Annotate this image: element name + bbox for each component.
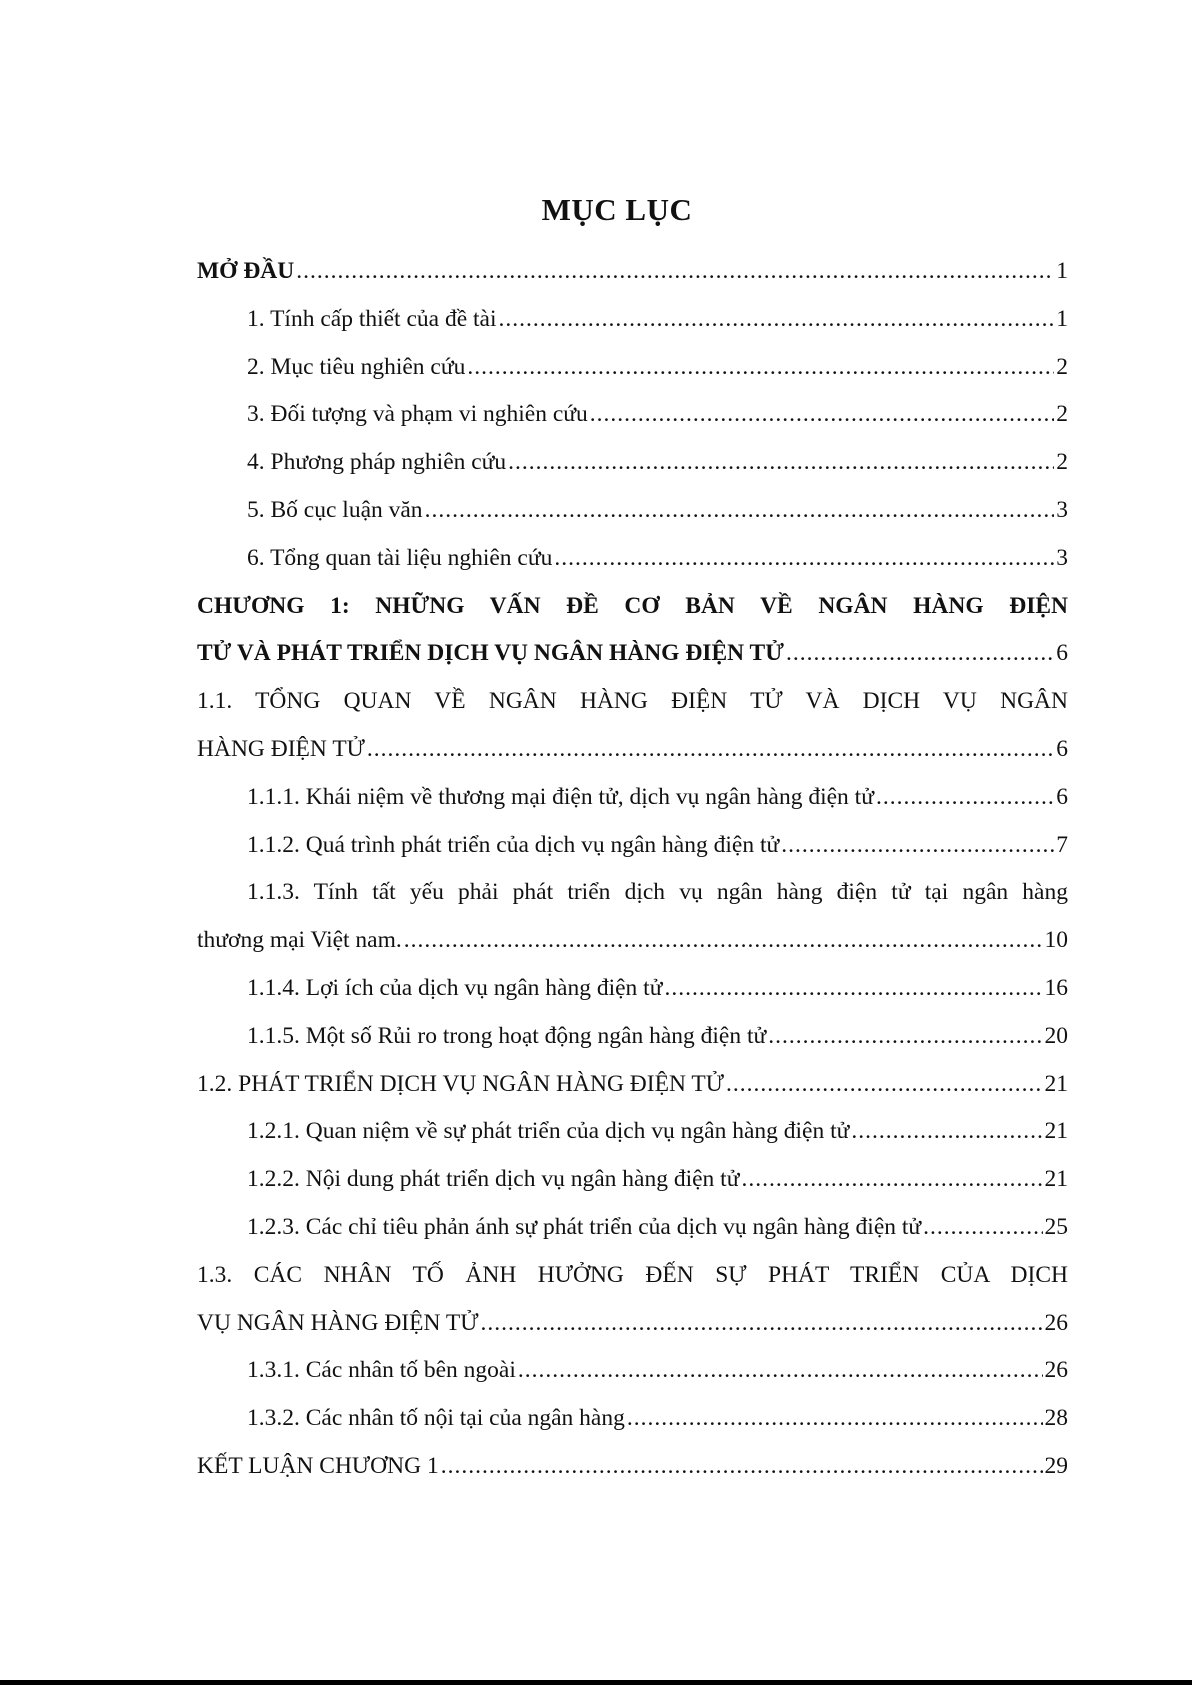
toc-page-number: 25	[1044, 1213, 1068, 1240]
toc-page-number: 16	[1044, 974, 1068, 1001]
toc-entry-label: HÀNG ĐIỆN TỬ	[197, 735, 365, 762]
toc-page-number: 1	[1056, 258, 1068, 284]
toc-entry-label: TỬ VÀ PHÁT TRIỂN DỊCH VỤ NGÂN HÀNG ĐIỆN TỬ	[197, 640, 784, 667]
toc-entry-label: 1.3. CÁC NHÂN TỐ ẢNH HƯỞNG ĐẾN SỰ PHÁT TRIỂN CỦA DỊCH	[197, 1261, 1068, 1288]
dot-leader	[481, 1300, 1043, 1348]
toc-entry-1-1-1[interactable]	[197, 774, 1068, 822]
toc-entry-1-2[interactable]	[197, 1061, 1068, 1109]
toc-page-number: 29	[1044, 1452, 1068, 1479]
toc-entry-5[interactable]	[197, 487, 1068, 535]
toc-entry-6[interactable]	[197, 535, 1068, 583]
toc-entry-label: 6. Tổng quan tài liệu nghiên cứu	[247, 544, 553, 571]
toc-page-number: 21	[1044, 1070, 1068, 1097]
toc-page-number: 28	[1044, 1405, 1068, 1432]
toc-page-number: 3	[1056, 544, 1068, 571]
toc-entry-1-1-3-line1[interactable]	[197, 869, 1068, 917]
toc-entry-label: 1.2.2. Nội dung phát triển dịch vụ ngân hàng điện tử	[247, 1166, 740, 1193]
bottom-edge-rule	[0, 1680, 1192, 1685]
toc-entry-label: 1.2. PHÁT TRIỂN DỊCH VỤ NGÂN HÀNG ĐIỆN TỬ	[197, 1070, 724, 1097]
toc-page-number: 2	[1056, 401, 1068, 428]
toc-entry-chuong-1-line2[interactable]	[197, 630, 1068, 678]
toc-entry-1-3-line1[interactable]	[197, 1252, 1068, 1300]
dot-leader	[404, 917, 1043, 965]
toc-page-number: 20	[1044, 1022, 1068, 1049]
toc-page-number: 21	[1044, 1118, 1068, 1145]
toc-entry-chuong-1-line1[interactable]	[197, 583, 1068, 631]
toc-entry-1-1-line1[interactable]	[197, 678, 1068, 726]
toc-entry-label: 1.1.5. Một số Rủi ro trong hoạt động ngân hàng điện tử	[247, 1022, 767, 1049]
toc-entry-1-1-2[interactable]	[197, 822, 1068, 870]
dot-leader	[296, 248, 1054, 296]
dot-leader	[851, 1108, 1042, 1156]
dot-leader	[768, 1013, 1042, 1061]
toc-entry-1-3-2[interactable]	[197, 1395, 1068, 1443]
toc-entry-label: 5. Bố cục luận văn	[247, 496, 423, 523]
page-title: MỤC LỤC	[541, 192, 693, 227]
toc-page-number: 10	[1044, 927, 1068, 954]
toc-entry-1-1-4[interactable]	[197, 965, 1068, 1013]
toc-entry-label: 1.1. TỔNG QUAN VỀ NGÂN HÀNG ĐIỆN TỬ VÀ DỊCH VỤ NGÂN	[197, 688, 1068, 715]
toc-page-number: 3	[1056, 496, 1068, 523]
toc-page-number: 2	[1056, 449, 1068, 476]
toc-entry-label: 1.1.1. Khái niệm về thương mại điện tử, dịch vụ ngân hàng điện tử	[247, 783, 874, 810]
dot-leader	[590, 391, 1055, 439]
toc-entry-1-3-1[interactable]	[197, 1347, 1068, 1395]
dot-leader	[367, 726, 1054, 774]
dot-leader	[554, 535, 1054, 583]
toc-entry-3[interactable]	[197, 391, 1068, 439]
toc-page-number: 26	[1044, 1357, 1068, 1384]
dot-leader	[425, 487, 1055, 535]
toc-page-number: 6	[1056, 735, 1068, 762]
toc-page-number: 6	[1056, 640, 1068, 667]
toc-entry-1-2-2[interactable]	[197, 1156, 1068, 1204]
dot-leader	[726, 1061, 1043, 1109]
toc-entry-1-3-line2[interactable]	[197, 1300, 1068, 1348]
toc-page-number: 1	[1056, 305, 1068, 332]
toc-entry-label: 1. Tính cấp thiết của đề tài	[247, 305, 497, 332]
toc-entry-mo-dau[interactable]	[197, 248, 1068, 296]
toc-entry-label: 1.3.1. Các nhân tố bên ngoài	[247, 1357, 516, 1384]
toc-entry-label: 1.2.3. Các chỉ tiêu phản ánh sự phát triển của dịch vụ ngân hàng điện tử	[247, 1213, 922, 1240]
toc-entry-1-2-3[interactable]	[197, 1204, 1068, 1252]
toc-entry-label: 3. Đối tượng và phạm vi nghiên cứu	[247, 401, 588, 428]
dot-leader	[664, 965, 1042, 1013]
toc-entry-label: 2. Mục tiêu nghiên cứu	[247, 353, 466, 380]
toc-entry-ket-luan-chuong-1[interactable]	[197, 1443, 1068, 1491]
toc-entry-label: 1.1.2. Quá trình phát triển của dịch vụ ngân hàng điện tử	[247, 831, 780, 858]
toc-entry-label: 1.3.2. Các nhân tố nội tại của ngân hàng	[247, 1405, 625, 1432]
toc-entry-label: MỞ ĐẦU	[197, 258, 295, 284]
toc-entry-label: VỤ NGÂN HÀNG ĐIỆN TỬ	[197, 1309, 479, 1336]
toc-page-number: 2	[1056, 353, 1068, 380]
dot-leader	[786, 630, 1054, 678]
toc-entry-1-2-1[interactable]	[197, 1108, 1068, 1156]
dot-leader	[923, 1204, 1042, 1252]
table-of-contents	[197, 248, 1068, 1491]
toc-page-number: 6	[1056, 783, 1068, 810]
toc-entry-label: 1.1.4. Lợi ích của dịch vụ ngân hàng điện tử	[247, 974, 663, 1001]
toc-entry-label: thương mại Việt nam.	[197, 927, 402, 954]
dot-leader	[499, 296, 1055, 344]
toc-page-number: 21	[1044, 1166, 1068, 1193]
toc-entry-1[interactable]	[197, 296, 1068, 344]
dot-leader	[518, 1347, 1043, 1395]
toc-entry-1-1-3-line2[interactable]	[197, 917, 1068, 965]
toc-entry-2[interactable]	[197, 344, 1068, 392]
toc-entry-label: CHƯƠNG 1: NHỮNG VẤN ĐỀ CƠ BẢN VỀ NGÂN HÀNG ĐIỆN	[197, 592, 1068, 619]
dot-leader	[627, 1395, 1043, 1443]
toc-entry-1-1-line2[interactable]	[197, 726, 1068, 774]
dot-leader	[508, 439, 1054, 487]
dot-leader	[467, 344, 1054, 392]
dot-leader	[741, 1156, 1042, 1204]
toc-entry-label: 1.2.1. Quan niệm về sự phát triển của dịch vụ ngân hàng điện tử	[247, 1118, 850, 1145]
dot-leader	[876, 774, 1054, 822]
toc-entry-label: 1.1.3. Tính tất yếu phải phát triển dịch vụ ngân hàng điện tử tại ngân hàng	[247, 879, 1068, 906]
toc-page-number: 7	[1056, 831, 1068, 858]
dot-leader	[781, 822, 1054, 870]
dot-leader	[441, 1443, 1043, 1491]
toc-page-number: 26	[1044, 1309, 1068, 1336]
toc-entry-label: 4. Phương pháp nghiên cứu	[247, 449, 507, 476]
toc-entry-label: KẾT LUẬN CHƯƠNG 1	[197, 1452, 439, 1479]
toc-entry-1-1-5[interactable]	[197, 1013, 1068, 1061]
toc-entry-4[interactable]	[197, 439, 1068, 487]
